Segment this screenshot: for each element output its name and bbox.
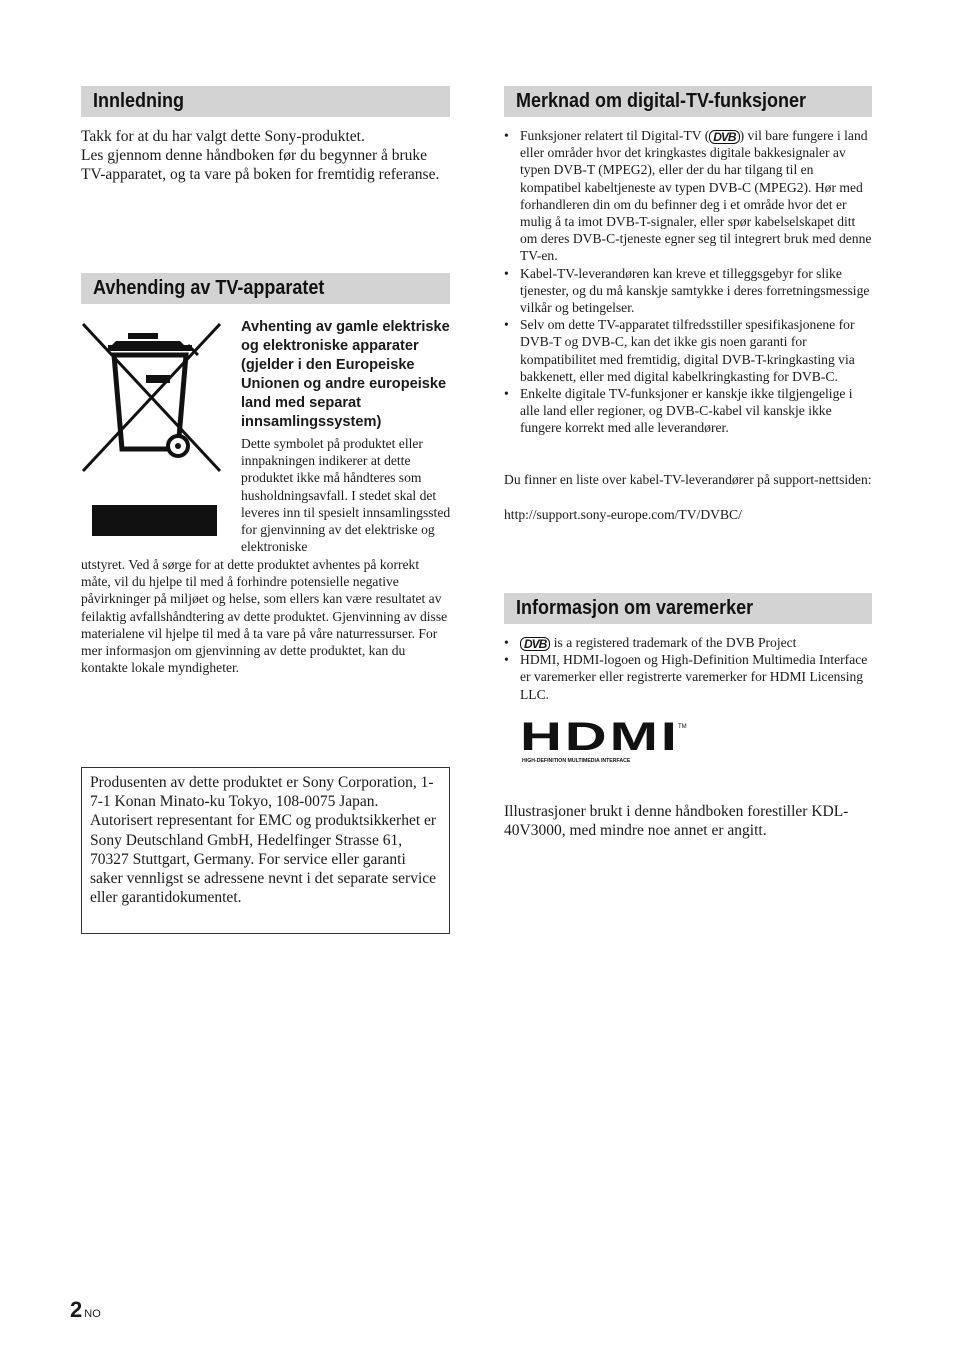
introduction-text: Takk for at du har valgt dette Sony-produktet. Les gjennom denne håndboken før du begynner å bruke TV-apparatet, og ta vare på boken for fremtidig referanse.	[81, 128, 440, 183]
illustration-note: Illustrasjoner brukt i denne håndboken forestiller KDL-40V3000, med mindre noe annet er angitt.	[504, 803, 849, 839]
dvb-logo-icon: DVB	[520, 637, 550, 651]
trademark-list	[504, 634, 872, 703]
weee-title: Avhenting av gamle elektriske og elektroniske apparater (gjelder i den Europeiske Unionen og andre europeiske land med separat innsamlingssystem)	[241, 319, 450, 430]
hdmi-tagline: HIGH-DEFINITION MULTIMEDIA INTERFACE	[522, 758, 631, 764]
list-item: • HDMI, HDMI-logoen og High-Definition Multimedia Interface er varemerker eller registrerte varemerker for HDMI Licensing LLC.	[504, 651, 872, 703]
dvb-logo-icon: DVB	[709, 130, 739, 144]
support-text: Du finner en liste over kabel-TV-leverandører på support-nettsiden:	[504, 472, 872, 487]
hdmi-logo	[520, 715, 690, 768]
list-item: • Funksjoner relatert til Digital-TV ( DVB ) vil bare fungere i land eller områder hvor det kringkastes digitale bakkesignaler av typen DVB-T (MPEG2), eller der du har tilgang til en kompatibel kabeltjeneste av typen DVB-C (MPEG2). Hør med forhandleren din om du befinner deg i et område hvor det er mulig å ta imot DVB-T-signaler, eller spør kabelselskapet ditt om deres DVB-C-tjeneste egner seg til integrert bruk med denne TV-en.	[504, 127, 872, 265]
support-url[interactable]: http://support.sony-europe.com/TV/DVBC/	[504, 507, 742, 522]
list-item: • Enkelte digitale TV-funksjoner er kanskje ikke tilgjengelige i alle land eller regioner, og DVB-C-kabel vil kanskje ikke fungere korrekt med alle leverandører.	[504, 385, 872, 437]
list-item: • DVB is a registered trademark of the DVB Project	[504, 634, 872, 651]
list-item: • Selv om dette TV-apparatet tilfredsstiller spesifikasjonene for DVB-T og DVB-C, kan det ikke gis noen garanti for kompatibilitet med fremtidig, digital DVB-T-kringkasting via bakkenett, eller med digital kabelkringkasting for DVB-C.	[504, 316, 872, 385]
hdmi-trademark-symbol: TM	[678, 724, 687, 730]
page-number: 2 NO	[70, 1297, 101, 1322]
section-heading-disposal: Avhending av TV-apparatet	[81, 273, 450, 304]
weee-text-side: Dette symbolet på produktet eller innpakningen indikerer at dette produktet ikke må håndteres som husholdningsavfall. I stedet skal det leveres inn til spesielt innsamlingssted for gjenvinning av det elektriske og elektroniske	[241, 436, 451, 555]
weee-text-full: utstyret. Ved å sørge for at dette produktet avhentes på korrekt måte, vil du hjelpe til med å forhindre potensielle negative påvirkninger på miljøet og helse, som ellers kan være resultatet av feilaktig avfallshåndtering av dette produktet. Gjenvinning av disse materialene vil hjelpe til med å ta vare på våre naturressurser. For mer informasjon om gjenvinning av dette produktet, kan du kontakte lokale myndigheter.	[81, 557, 448, 676]
list-item: • Kabel-TV-leverandøren kan kreve et tilleggsgebyr for slike tjenester, og du må kanskje samtykke i deres forretningsmessige vilkår og betingelser.	[504, 265, 872, 317]
section-heading-introduction: Innledning	[81, 86, 450, 117]
digital-tv-notes-list	[504, 127, 872, 437]
hdmi-logo-wordmark: HDMI	[520, 715, 680, 759]
manufacturer-box: Produsenten av dette produktet er Sony Corporation, 1-7-1 Konan Minato-ku Tokyo, 108-0075 Japan. Autorisert representant for EMC og produktsikkerhet er Sony Deutschland GmbH, Hedelfinger Strasse 61, 70327 Stuttgart, Germany. For service eller garanti saker vennligst se adressene nevnt i det separate service eller garantidokumentet.	[81, 767, 450, 934]
crossed-out-wheelie-bin-icon	[80, 321, 225, 541]
section-heading-trademarks: Informasjon om varemerker	[504, 593, 872, 624]
section-heading-digital-tv: Merknad om digital-TV-funksjoner	[504, 86, 872, 117]
